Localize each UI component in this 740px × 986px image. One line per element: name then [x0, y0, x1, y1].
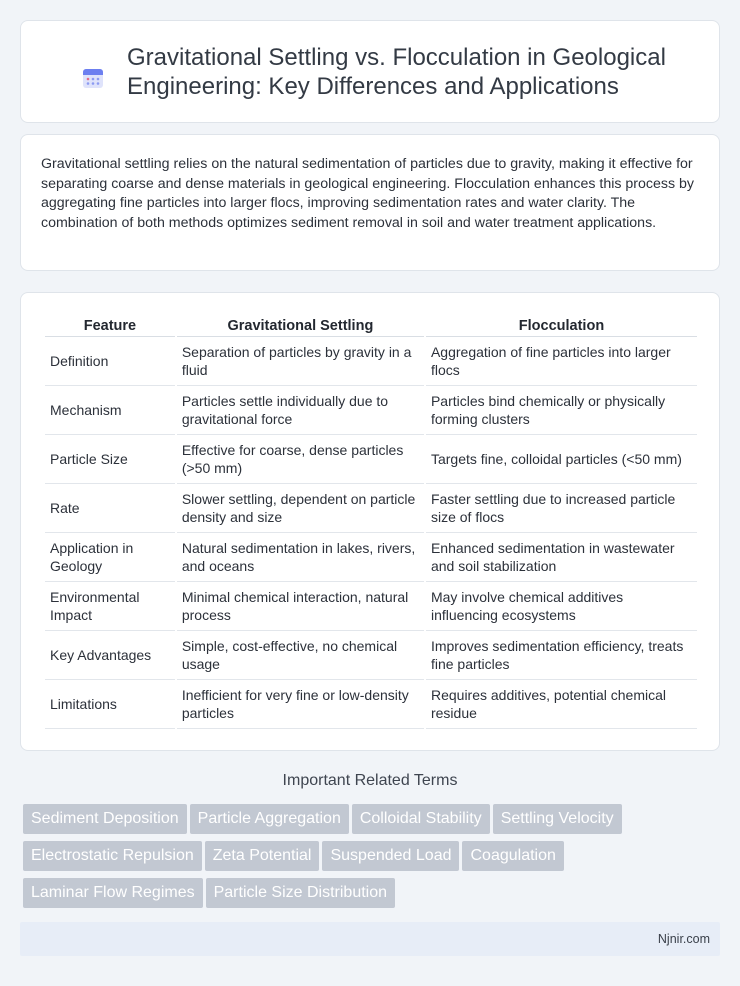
row-flocculation: Particles bind chemically or physically forming clusters [426, 386, 697, 435]
tag-zeta-potential[interactable]: Zeta Potential [205, 841, 320, 871]
footer-site-link[interactable]: Njnir.com [657, 932, 710, 946]
intro-paragraph: Gravitational settling relies on the natural sedimentation of particles due to gravity, making it effective for separating coarse and dense materials in geological engineering. Flocculation enhances this process by aggregating fine particles into larger flocs, improving sedimentation rates and water clarity. The combination of both methods optimizes sediment removal in soil and water treatment applications. [41, 156, 695, 231]
row-flocculation: Enhanced sedimentation in wastewater and soil stabilization [426, 533, 697, 582]
row-feature: Environmental Impact [45, 582, 175, 631]
tag-sediment-deposition[interactable]: Sediment Deposition [23, 804, 187, 834]
row-flocculation: Faster settling due to increased particle size of flocs [426, 484, 697, 533]
header-flocculation: Flocculation [426, 315, 697, 337]
table-header-row [45, 315, 697, 337]
row-gravitational: Effective for coarse, dense particles (>50 mm) [177, 435, 424, 484]
header-feature: Feature [45, 315, 175, 337]
row-gravitational: Separation of particles by gravity in a fluid [177, 337, 424, 386]
intro-card [20, 134, 720, 271]
comparison-table-card [20, 292, 720, 751]
footer [20, 922, 720, 956]
row-feature: Mechanism [45, 386, 175, 435]
table-row [45, 631, 697, 680]
tag-suspended-load[interactable]: Suspended Load [322, 841, 459, 871]
tag-laminar-flow-regimes[interactable]: Laminar Flow Regimes [23, 878, 203, 908]
row-feature: Application in Geology [45, 533, 175, 582]
table-row [45, 680, 697, 729]
row-gravitational: Inefficient for very fine or low-density particles [177, 680, 424, 729]
header-card [20, 20, 720, 123]
table-row [45, 484, 697, 533]
row-flocculation: May involve chemical additives influencing ecosystems [426, 582, 697, 631]
row-feature: Definition [45, 337, 175, 386]
header-gravitational: Gravitational Settling [177, 315, 424, 337]
row-gravitational: Natural sedimentation in lakes, rivers, and oceans [177, 533, 424, 582]
table-row [45, 533, 697, 582]
row-flocculation: Requires additives, potential chemical residue [426, 680, 697, 729]
tag-colloidal-stability[interactable]: Colloidal Stability [352, 804, 490, 834]
tag-settling-velocity[interactable]: Settling Velocity [493, 804, 622, 834]
row-feature: Limitations [45, 680, 175, 729]
comparison-table [43, 315, 699, 729]
row-gravitational: Slower settling, dependent on particle density and size [177, 484, 424, 533]
row-gravitational: Minimal chemical interaction, natural process [177, 582, 424, 631]
page-title: Gravitational Settling vs. Flocculation in Geological Engineering: Key Differences and Applications [127, 44, 666, 100]
tag-particle-aggregation[interactable]: Particle Aggregation [190, 804, 349, 834]
row-feature: Key Advantages [45, 631, 175, 680]
related-terms-title: Important Related Terms [282, 772, 458, 789]
table-row [45, 435, 697, 484]
row-flocculation: Targets fine, colloidal particles (<50 mm) [426, 435, 697, 484]
tag-electrostatic-repulsion[interactable]: Electrostatic Repulsion [23, 841, 202, 871]
row-gravitational: Particles settle individually due to gravitational force [177, 386, 424, 435]
row-gravitational: Simple, cost-effective, no chemical usage [177, 631, 424, 680]
table-row [45, 582, 697, 631]
row-flocculation: Improves sedimentation efficiency, treats fine particles [426, 631, 697, 680]
row-flocculation: Aggregation of fine particles into larger flocs [426, 337, 697, 386]
row-feature: Rate [45, 484, 175, 533]
row-feature: Particle Size [45, 435, 175, 484]
related-terms-tags [23, 804, 723, 915]
tag-coagulation[interactable]: Coagulation [462, 841, 563, 871]
table-row [45, 386, 697, 435]
table-row [45, 337, 697, 386]
tag-particle-size-distribution[interactable]: Particle Size Distribution [206, 878, 395, 908]
